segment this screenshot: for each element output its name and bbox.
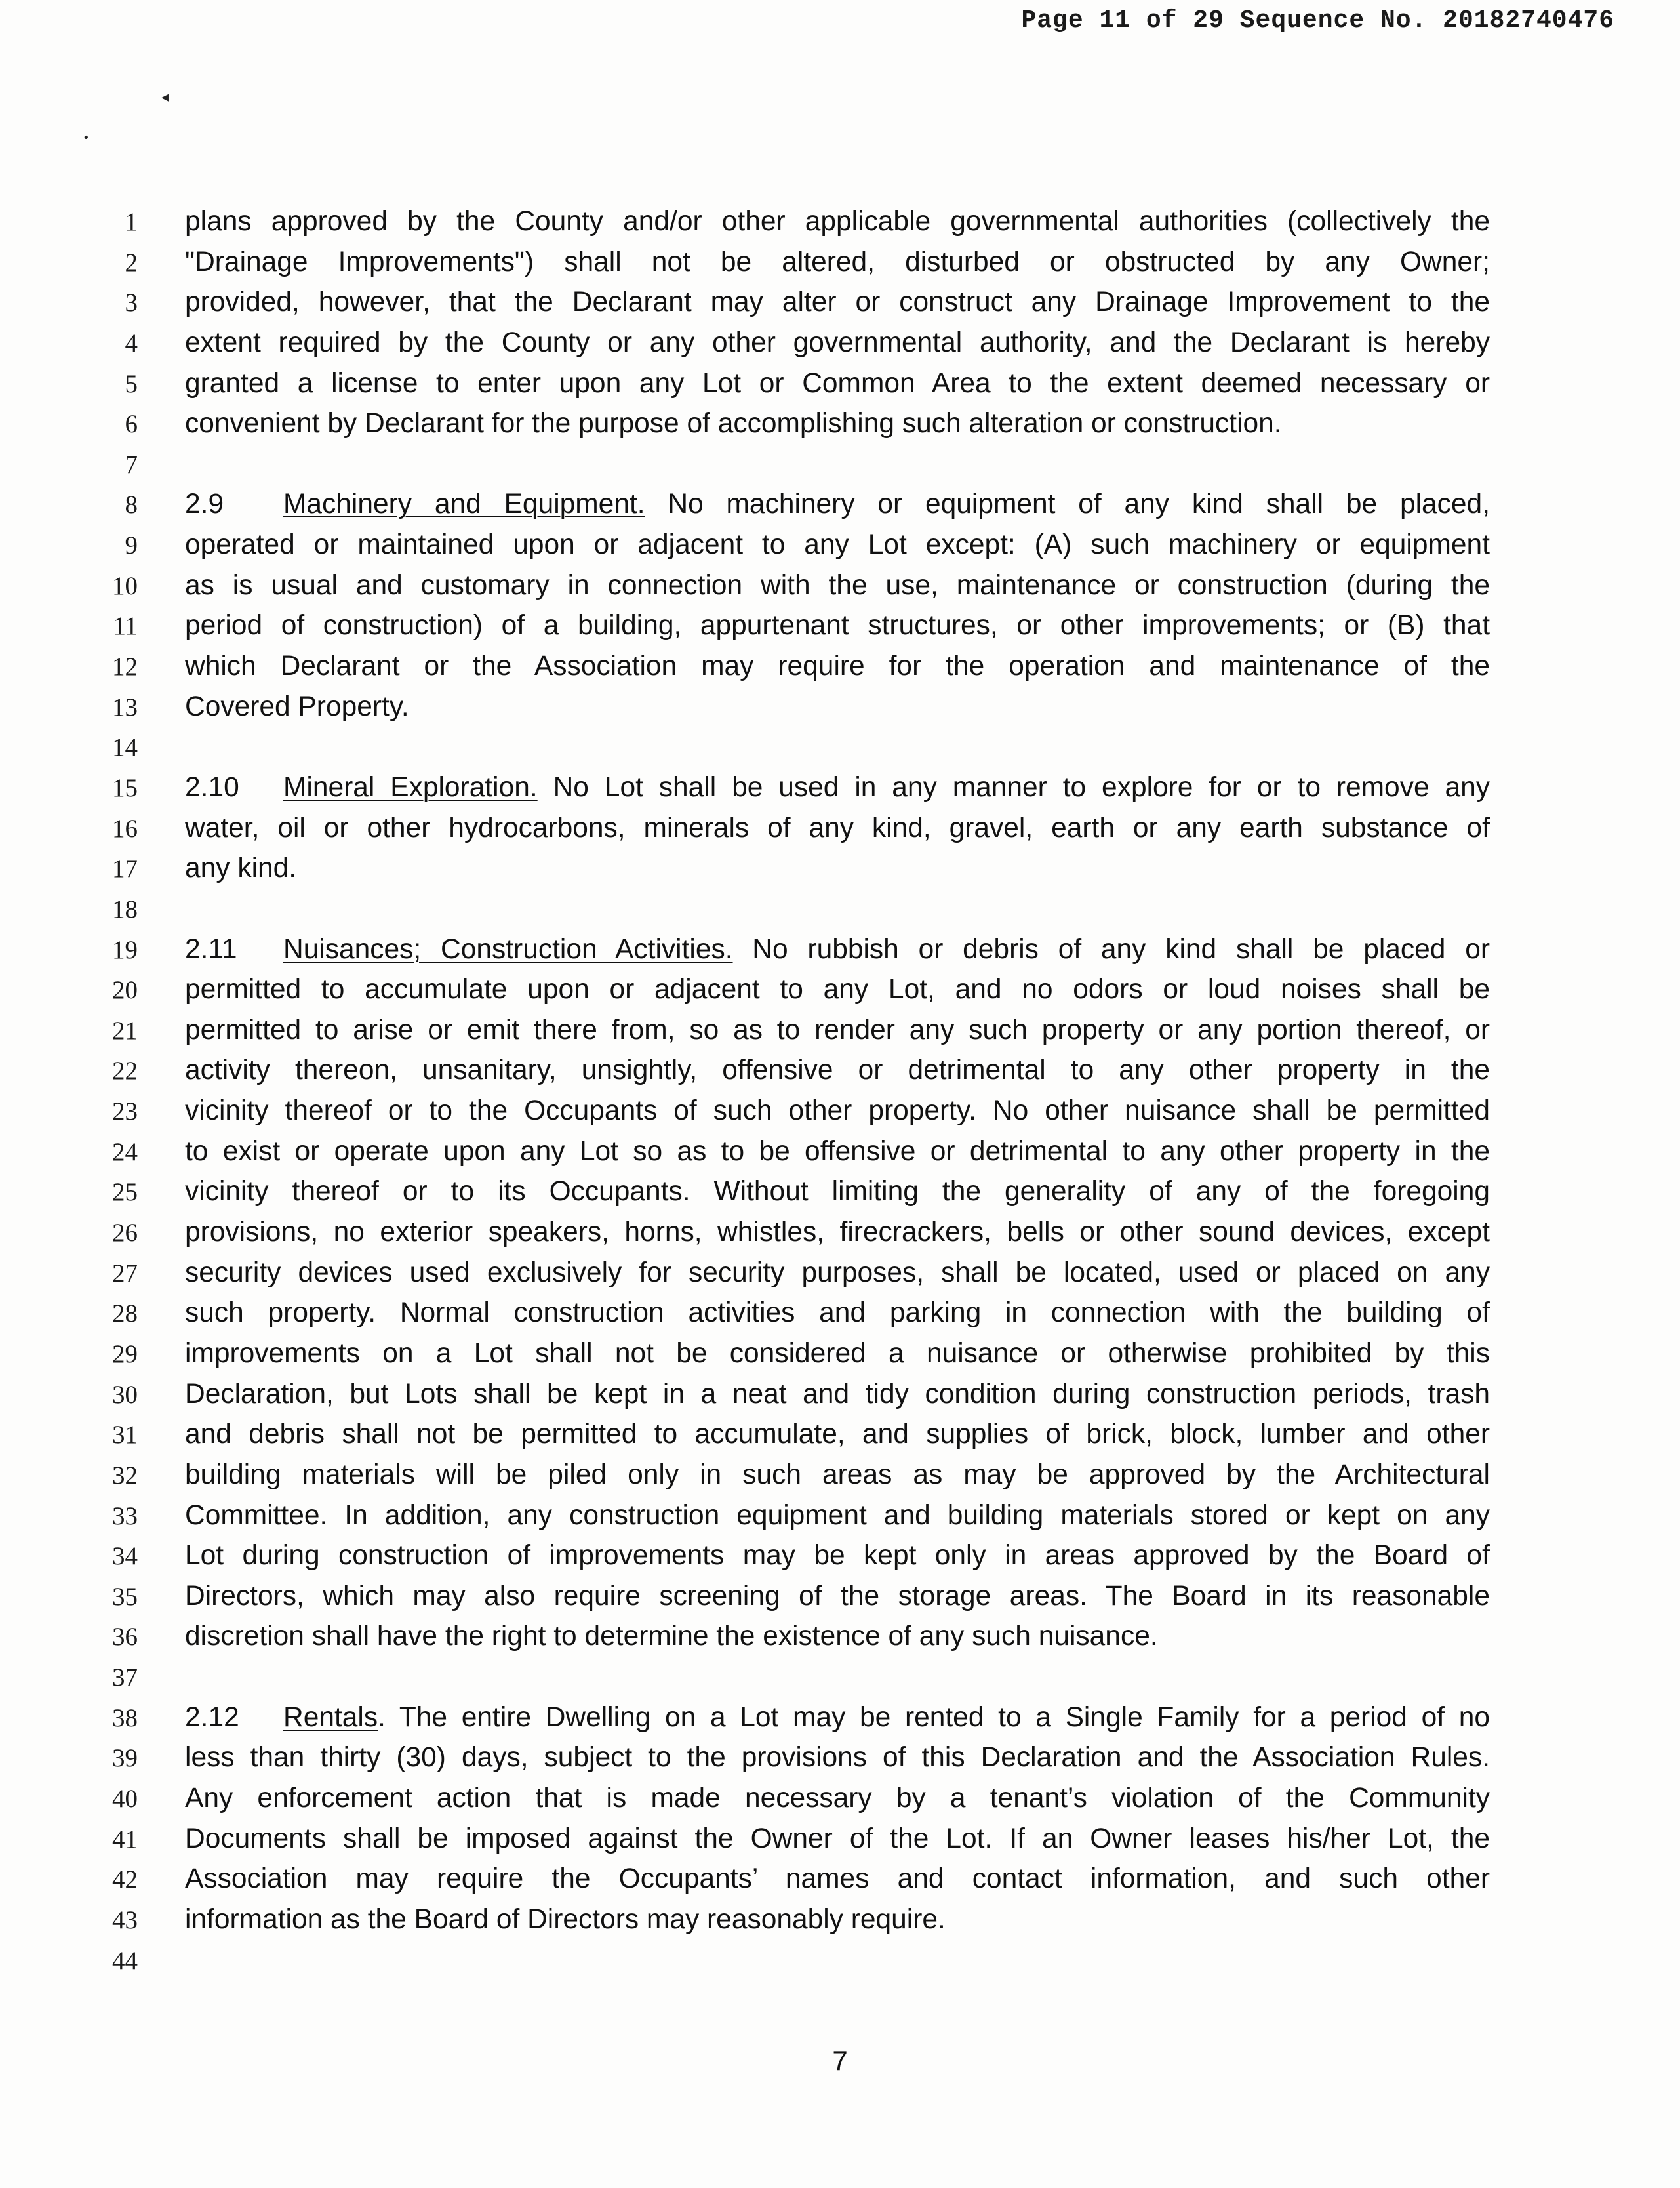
section-number: 2.10 bbox=[185, 771, 239, 803]
document-line bbox=[0, 1293, 1680, 1334]
line-number: 14 bbox=[112, 733, 138, 762]
section-number: 2.9 bbox=[185, 489, 224, 520]
line-text: provided, however, that the Declarant may alter or construct any Drainage Improvement to the bbox=[185, 287, 1490, 318]
line-text: building materials will be piled only in such areas as may be approved by the Architectural bbox=[185, 1459, 1490, 1490]
line-text: to exist or operate upon any Lot so as to be offensive or detrimental to any other property in the bbox=[185, 1135, 1490, 1167]
line-number: 10 bbox=[112, 571, 138, 600]
line-number: 4 bbox=[125, 329, 138, 357]
document-line bbox=[0, 525, 1680, 566]
numbered-text-body bbox=[0, 202, 1680, 1981]
document-line bbox=[0, 323, 1680, 364]
line-text: and debris shall not be permitted to accumulate, and supplies of brick, block, lumber and other bbox=[185, 1419, 1490, 1450]
document-line bbox=[0, 1698, 1680, 1739]
line-number: 28 bbox=[112, 1299, 138, 1328]
line-text: Any enforcement action that is made necessary by a tenant’s violation of the Community bbox=[185, 1782, 1490, 1813]
document-line bbox=[0, 1091, 1680, 1132]
document-line bbox=[0, 283, 1680, 323]
line-text: vicinity thereof or to the Occupants of such other property. No other nuisance shall be permitted bbox=[185, 1095, 1490, 1127]
line-number: 25 bbox=[112, 1178, 138, 1207]
document-line bbox=[0, 404, 1680, 445]
document-line bbox=[0, 1455, 1680, 1496]
document-line bbox=[0, 1657, 1680, 1698]
line-number: 19 bbox=[112, 935, 138, 964]
document-line bbox=[0, 1253, 1680, 1294]
line-text: water, oil or other hydrocarbons, minerals of any kind, gravel, earth or any earth substance of bbox=[185, 812, 1490, 843]
section-heading: Mineral Exploration. bbox=[283, 771, 538, 803]
line-text: activity thereon, unsanitary, unsightly, offensive or detrimental to any other property in the bbox=[185, 1055, 1490, 1086]
line-number: 17 bbox=[112, 855, 138, 883]
line-number: 35 bbox=[112, 1582, 138, 1611]
line-number: 29 bbox=[112, 1339, 138, 1368]
line-number: 9 bbox=[125, 531, 138, 560]
line-number: 36 bbox=[112, 1623, 138, 1651]
line-text: Lot during construction of improvements may be kept only in areas approved by the Board of bbox=[185, 1540, 1490, 1571]
line-text: granted a license to enter upon any Lot or Common Area to the extent deemed necessary or bbox=[185, 367, 1490, 399]
line-text: less than thirty (30) days, subject to the provisions of this Declaration and the Association Rules. bbox=[185, 1742, 1490, 1773]
section-first-line bbox=[185, 934, 1490, 965]
document-line bbox=[0, 1738, 1680, 1779]
line-text: extent required by the County or any other governmental authority, and the Declarant is hereby bbox=[185, 327, 1490, 358]
document-line bbox=[0, 1859, 1680, 1900]
line-text: discretion shall have the right to determine the existence of any such nuisance. bbox=[185, 1621, 1158, 1652]
section-number: 2.11 bbox=[185, 933, 237, 965]
line-number: 2 bbox=[125, 248, 138, 277]
document-line bbox=[0, 1779, 1680, 1819]
section-text: . The entire Dwelling on a Lot may be rented to a Single Family for a period of no bbox=[378, 1701, 1490, 1733]
line-text: which Declarant or the Association may require for the operation and maintenance of the bbox=[185, 651, 1490, 682]
line-number: 44 bbox=[112, 1946, 138, 1975]
line-text: provisions, no exterior speakers, horns, whistles, firecrackers, bells or other sound devices, except bbox=[185, 1217, 1490, 1248]
line-text: Committee. In addition, any construction equipment and building materials stored or kept on any bbox=[185, 1499, 1490, 1531]
document-line bbox=[0, 1334, 1680, 1375]
document-line bbox=[0, 1415, 1680, 1455]
section-text: No machinery or equipment of any kind shall be placed, bbox=[645, 489, 1490, 520]
document-line bbox=[0, 930, 1680, 971]
document-line bbox=[0, 1536, 1680, 1577]
document-line bbox=[0, 1132, 1680, 1173]
line-number: 3 bbox=[125, 289, 138, 317]
line-number: 23 bbox=[112, 1097, 138, 1126]
line-text: vicinity thereof or to its Occupants. Without limiting the generality of any of the foregoing bbox=[185, 1176, 1490, 1207]
document-line bbox=[0, 768, 1680, 809]
line-number: 6 bbox=[125, 410, 138, 439]
line-number: 21 bbox=[112, 1016, 138, 1045]
line-text: permitted to accumulate upon or adjacent to any Lot, and no odors or loud noises shall be bbox=[185, 974, 1490, 1005]
page-number: 7 bbox=[832, 2045, 848, 2076]
document-line bbox=[0, 485, 1680, 525]
document-line bbox=[0, 1172, 1680, 1213]
document-line bbox=[0, 566, 1680, 607]
document-line bbox=[0, 445, 1680, 485]
line-number: 26 bbox=[112, 1219, 138, 1247]
line-number: 11 bbox=[113, 612, 138, 641]
line-text: such property. Normal construction activities and parking in connection with the building of bbox=[185, 1297, 1490, 1329]
scan-mark-arrow: ◂ bbox=[161, 89, 169, 106]
section-heading: Nuisances; Construction Activities. bbox=[283, 933, 733, 965]
page-sequence-header: Page 11 of 29 Sequence No. 20182740476 bbox=[1021, 7, 1614, 35]
line-text: Declaration, but Lots shall be kept in a neat and tidy condition during construction periods, trash bbox=[185, 1378, 1490, 1409]
line-text: "Drainage Improvements") shall not be altered, disturbed or obstructed by any Owner; bbox=[185, 246, 1490, 277]
line-number: 43 bbox=[112, 1905, 138, 1934]
line-text: Covered Property. bbox=[185, 691, 409, 722]
line-number: 22 bbox=[112, 1057, 138, 1085]
line-text: period of construction) of a building, appurtenant structures, or other improvements; or (B) that bbox=[185, 610, 1490, 641]
line-text: any kind. bbox=[185, 853, 297, 884]
document-line bbox=[0, 1011, 1680, 1051]
document-line bbox=[0, 1375, 1680, 1415]
line-text: as is usual and customary in connection with the use, maintenance or construction (during the bbox=[185, 569, 1490, 601]
line-number: 41 bbox=[112, 1825, 138, 1854]
line-number: 40 bbox=[112, 1784, 138, 1813]
document-line bbox=[0, 889, 1680, 930]
document-line bbox=[0, 202, 1680, 243]
line-number: 24 bbox=[112, 1137, 138, 1166]
document-line bbox=[0, 1051, 1680, 1091]
line-number: 27 bbox=[112, 1259, 138, 1287]
line-text: Association may require the Occupants’ names and contact information, and such other bbox=[185, 1863, 1490, 1895]
line-number: 5 bbox=[125, 369, 138, 398]
line-number: 7 bbox=[125, 450, 138, 479]
document-line bbox=[0, 606, 1680, 647]
line-number: 8 bbox=[125, 491, 138, 519]
section-heading: Machinery and Equipment. bbox=[283, 489, 645, 520]
line-number: 38 bbox=[112, 1703, 138, 1732]
line-number: 18 bbox=[112, 895, 138, 923]
line-number: 30 bbox=[112, 1380, 138, 1409]
line-number: 12 bbox=[112, 653, 138, 681]
line-number: 1 bbox=[125, 208, 138, 236]
line-number: 42 bbox=[112, 1865, 138, 1894]
document-line bbox=[0, 243, 1680, 283]
document-line bbox=[0, 364, 1680, 405]
line-text: Documents shall be imposed against the Owner of the Lot. If an Owner leases his/her Lot, the bbox=[185, 1823, 1490, 1854]
line-number: 37 bbox=[112, 1663, 138, 1692]
line-number: 16 bbox=[112, 814, 138, 843]
document-line bbox=[0, 970, 1680, 1011]
document-line bbox=[0, 1577, 1680, 1617]
line-text: permitted to arise or emit there from, so as to render any such property or any portion thereof, or bbox=[185, 1014, 1490, 1045]
line-number: 31 bbox=[112, 1421, 138, 1449]
line-number: 32 bbox=[112, 1461, 138, 1489]
line-number: 15 bbox=[112, 773, 138, 802]
document-line bbox=[0, 1617, 1680, 1657]
line-text: security devices used exclusively for security purposes, shall be located, used or placed on any bbox=[185, 1257, 1490, 1288]
section-first-line bbox=[185, 489, 1490, 520]
line-number: 39 bbox=[112, 1744, 138, 1773]
line-text: plans approved by the County and/or other applicable governmental authorities (collectively the bbox=[185, 206, 1490, 237]
section-first-line bbox=[185, 772, 1490, 803]
document-line bbox=[0, 809, 1680, 849]
document-line bbox=[0, 687, 1680, 728]
line-number: 13 bbox=[112, 693, 138, 721]
document-line bbox=[0, 849, 1680, 889]
line-text: convenient by Declarant for the purpose of accomplishing such alteration or construction. bbox=[185, 408, 1282, 439]
document-line bbox=[0, 1213, 1680, 1253]
section-text: No Lot shall be used in any manner to explore for or to remove any bbox=[537, 771, 1490, 803]
section-heading: Rentals bbox=[283, 1701, 378, 1733]
section-text: No rubbish or debris of any kind shall be placed or bbox=[732, 933, 1490, 965]
document-line bbox=[0, 1941, 1680, 1981]
section-first-line bbox=[185, 1702, 1490, 1733]
document-line bbox=[0, 1819, 1680, 1860]
line-number: 20 bbox=[112, 976, 138, 1005]
document-line bbox=[0, 1900, 1680, 1941]
line-text: operated or maintained upon or adjacent to any Lot except: (A) such machinery or equipment bbox=[185, 529, 1490, 561]
document-line bbox=[0, 647, 1680, 687]
line-number: 33 bbox=[112, 1501, 138, 1530]
scan-mark-dot: • bbox=[83, 131, 90, 145]
line-text: improvements on a Lot shall not be considered a nuisance or otherwise prohibited by this bbox=[185, 1337, 1490, 1369]
line-text: Directors, which may also require screening of the storage areas. The Board in its reasonable bbox=[185, 1580, 1490, 1611]
document-line bbox=[0, 1496, 1680, 1537]
line-text: information as the Board of Directors may reasonably require. bbox=[185, 1903, 946, 1935]
line-number: 34 bbox=[112, 1542, 138, 1571]
section-number: 2.12 bbox=[185, 1701, 239, 1733]
document-line bbox=[0, 727, 1680, 768]
